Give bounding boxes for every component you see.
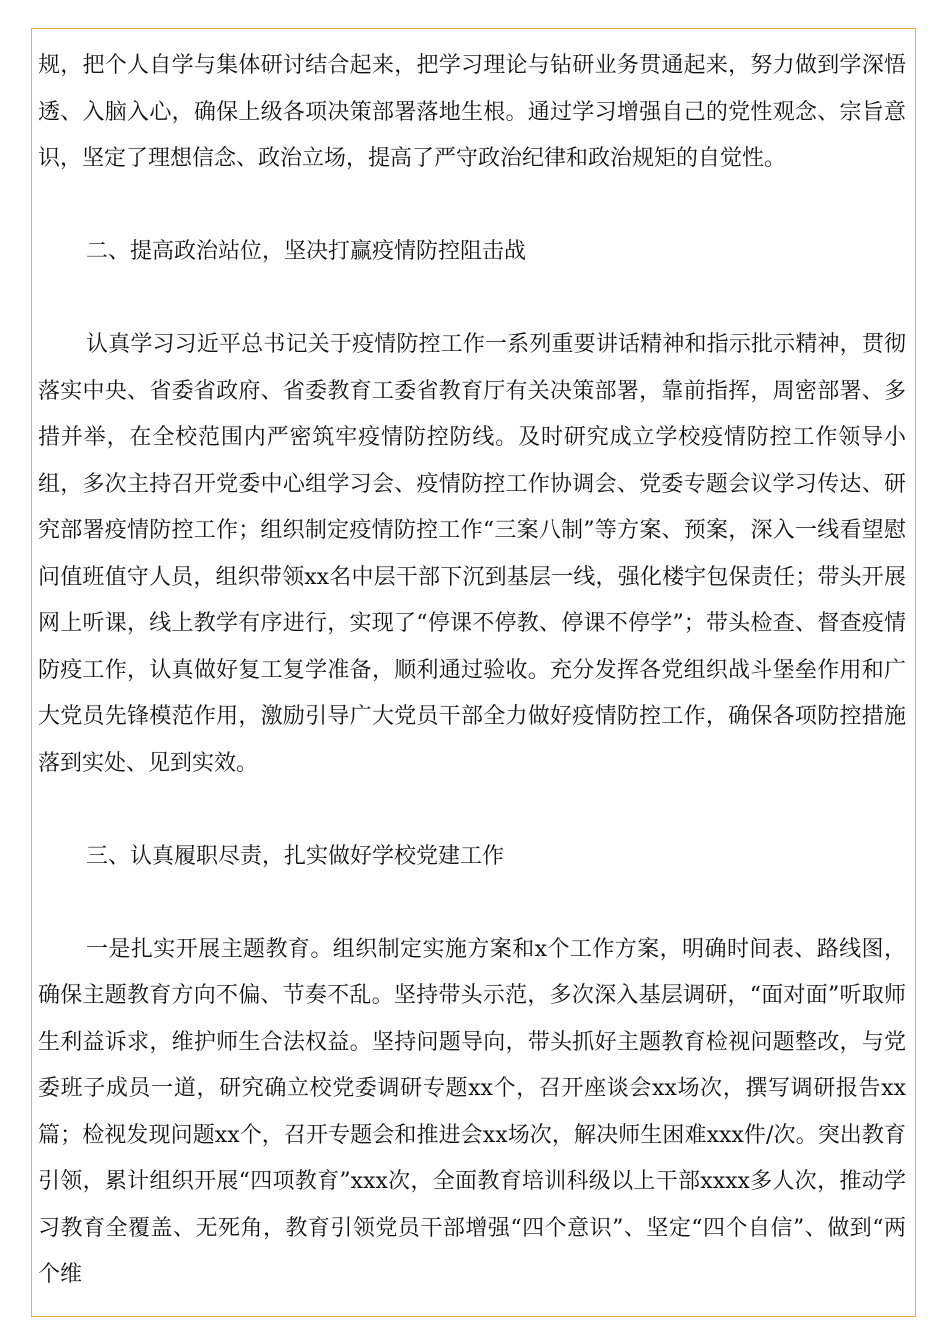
section-heading-two: 二、提高政治站位，坚决打赢疫情防控阻击战 [86, 239, 527, 264]
section-heading-three: 三、认真履职尽责，扎实做好学校党建工作 [86, 843, 505, 869]
paragraph-gap [38, 276, 906, 323]
paragraph-continuation: 规，把个人自学与集体研讨结合起来，把学习理论与钻研业务贯通起来，努力做到学深悟透、入脑入心，确保上级各项决策部署落地生根。通过学习增强自己的党性观念、宗旨意识，坚定了理想信念、政治立场，提高了严守政治纪律和政治规矩的自觉性。 [38, 53, 906, 171]
paragraph-gap [38, 880, 906, 927]
paragraph-theme-education: 一是扎实开展主题教育。组织制定实施方案和x个工作方案，明确时间表、路线图，确保主题教育方向不偏、节奏不乱。坚持带头示范，多次深入基层调研，“面对面”听取师生利益诉求，维护师生合法权益。坚持问题导向，带头抓好主题教育检视问题整改，与党委班子成员一道，研究确立校党委调研专题xx个，召开座谈会xx场次，撰写调研报告xx篇；检视发现问题xx个，召开专题会和推进会xx场次，解决师生困难xxx件/次。突出教育引领，累计组织开展“四项教育”xxx次，全面教育培训科级以上干部xxxx多人次，推动学习教育全覆盖、无死角，教育引领党员干部增强“四个意识”、坚定“四个自信”、做到“两个维 [38, 936, 906, 1287]
paragraph-gap [38, 183, 906, 230]
paragraph-gap [38, 787, 906, 834]
document-body [38, 43, 906, 1299]
paragraph-epidemic-control: 认真学习习近平总书记关于疫情防控工作一系列重要讲话精神和指示批示精神，贯彻落实中央、省委省政府、省委教育工委省教育厅有关决策部署，靠前指挥，周密部署、多措并举，在全校范围内严密筑牢疫情防控防线。及时研究成立学校疫情防控工作领导小组，多次主持召开党委中心组学习会、疫情防控工作协调会、党委专题会议学习传达、研究部署疫情防控工作；组织制定疫情防控工作“三案八制”等方案、预案，深入一线看望慰问值班值守人员，组织带领xx名中层干部下沉到基层一线，强化楼宇包保责任；带头开展网上听课，线上教学有序进行，实现了“停课不停教、停课不停学”；带头检查、督查疫情防疫工作，认真做好复工复学准备，顺利通过验收。充分发挥各党组织战斗堡垒作用和广大党员先锋模范作用，激励引导广大党员干部全力做好疫情防控工作，确保各项防控措施落到实处、见到实效。 [38, 332, 906, 776]
